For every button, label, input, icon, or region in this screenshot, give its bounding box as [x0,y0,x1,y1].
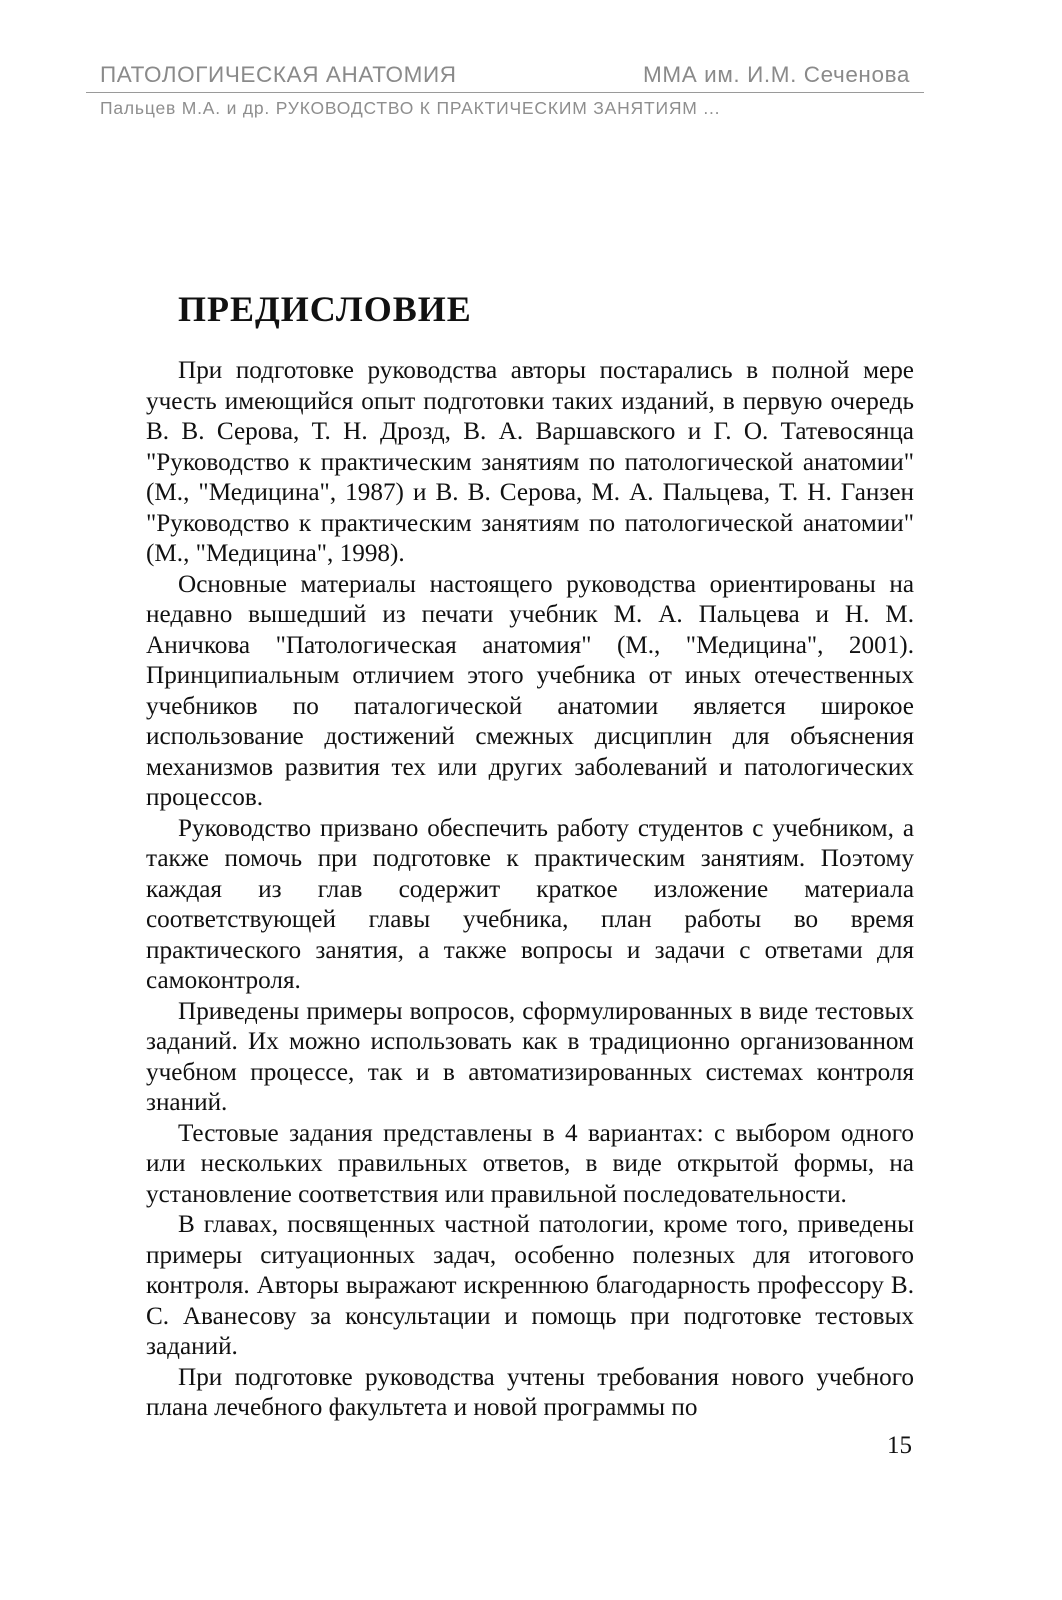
paragraph: В главах, посвященных частной патологии, кроме того, приведены примеры ситуационных задач, особенно полезных для итогового контроля. Авторы выражают искреннюю благодарность профессору В. С. Аванесову за консультации и помощь при подготовке тестовых заданий. [146,1211,914,1360]
paragraph: Основные материалы настоящего руководства ориентированы на недавно вышедший из печати учебник М. А. Пальцева и Н. М. Аничкова "Патологическая анатомия" (М., "Медицина", 2001). Принципиальным отличием этого учебника от иных отечественных учебников по паталогической анатомии является широкое использование достижений смежных дисциплин для объяснения механизмов развития тех или других заболеваний и патологических процессов. [146,570,914,811]
paragraph: При подготовке руководства авторы постарались в полной мере учесть имеющийся опыт подготовки таких изданий, в первую очередь В. В. Серова, Т. Н. Дрозд, В. А. Варшавского и Г. О. Татевосянца "Руководство к практическим занятиям по патологической анатомии" (М., "Медицина", 1987) и В. В. Серова, М. А. Пальцева, Т. Н. Ганзен "Руководство к практическим занятиям по патологической анатомии" (М., "Медицина", 1998). [146,357,914,567]
book-subtitle: Пальцев М.А. и др. РУКОВОДСТВО К ПРАКТИЧЕСКИМ ЗАНЯТИЯМ ... [100,98,721,118]
paragraph: При подготовке руководства учтены требования нового учебного плана лечебного факультета и новой программы по [146,1363,914,1421]
paragraph: Руководство призвано обеспечить работу студентов с учебником, а также помочь при подготовке к практическим занятиям. Поэтому каждая из глав содержит краткое изложение материала соответствующей главы учебника, план работы во время практического занятия, а также вопросы и задачи с ответами для самоконтроля. [146,814,914,994]
header-rule [86,92,924,93]
page-number: 15 [887,1432,912,1459]
paragraph: Тестовые задания представлены в 4 вариантах: с выбором одного или нескольких правильных ответов, в виде открытой формы, на установление соответствия или правильной последовательности. [146,1119,914,1208]
body-text [146,356,914,1424]
page-title: ПРЕДИСЛОВИЕ [178,289,472,329]
book-title: ПАТОЛОГИЧЕСКАЯ АНАТОМИЯ [100,62,457,87]
running-head-top-row [86,62,924,90]
paragraph: Приведены примеры вопросов, сформулированных в виде тестовых заданий. Их можно использовать как в традиционно организованном учебном процессе, так и в автоматизированных системах контроля знаний. [146,997,914,1116]
institution-name: ММА им. И.М. Сеченова [643,62,910,87]
running-head [86,62,924,119]
